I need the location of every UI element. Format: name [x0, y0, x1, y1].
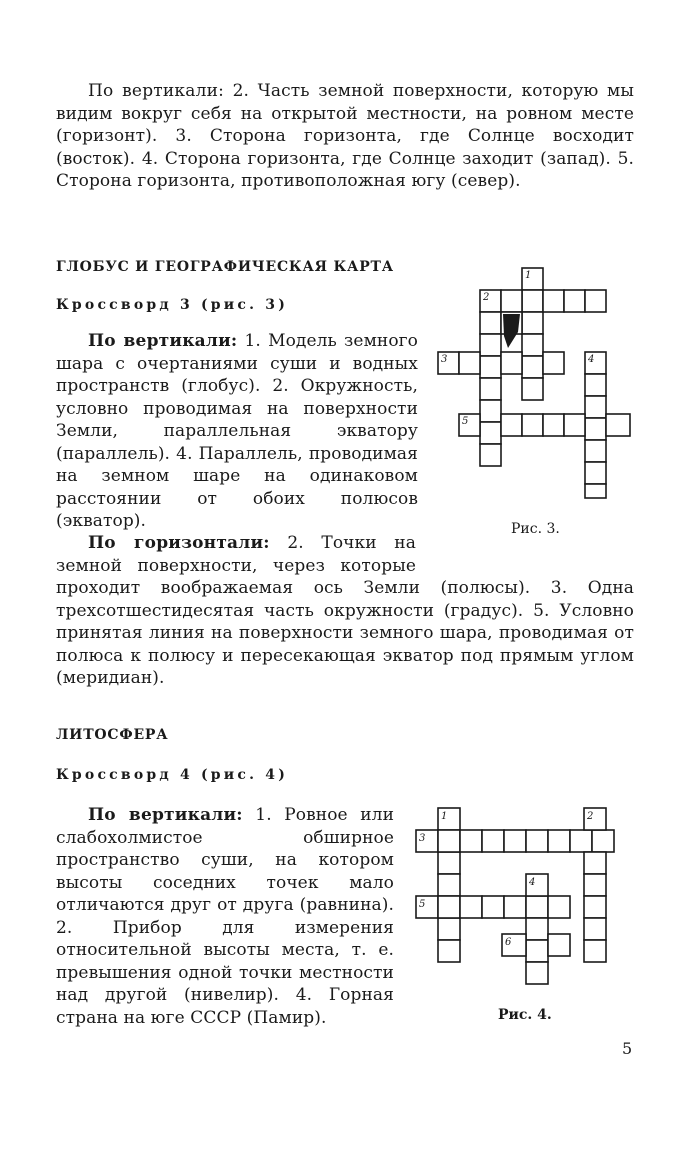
crossword-3-subtitle: Кроссворд 3 (рис. 3): [56, 297, 289, 313]
top-vertical-text: 2. Часть земной поверхности, которую мы видим вокруг себя на открытой местности, на ровном месте (горизонт). 3. Сторона горизонта, где Солнце восходит (восток). 4. Сторона горизонта, где Солнце заходит (запад). 5. Сторона горизонта, противоположная югу (север).: [56, 81, 634, 191]
crossword-4-num-6: 6: [505, 937, 512, 948]
crossword-4-num-1: 1: [441, 811, 448, 822]
crossword-3-num-3: 3: [441, 354, 448, 365]
crossword-3-horizontal-clues: [56, 532, 634, 690]
crossword-3-num-1: 1: [525, 270, 532, 281]
litho-section-title: ЛИТОСФЕРА: [56, 727, 169, 743]
globe-section-title: ГЛОБУС И ГЕОГРАФИЧЕСКАЯ КАРТА: [56, 259, 394, 275]
page-number: 5: [622, 1039, 633, 1058]
crossword-3-vertical-clues: [56, 330, 418, 533]
crossword-4-num-5: 5: [419, 899, 426, 910]
figure-4-caption: Рис. 4.: [498, 1007, 552, 1023]
top-clues-paragraph: [56, 80, 634, 193]
crossword-3-num-2: 2: [483, 292, 490, 303]
figure-3-float-gap: [416, 532, 634, 577]
crossword-4-num-2: 2: [587, 811, 594, 822]
crossword-4-num-4: 4: [529, 877, 536, 888]
crossword-4-vertical-clues: [56, 804, 394, 1029]
crossword-3-num-4: 4: [588, 354, 595, 365]
crossword-4-subtitle: Кроссворд 4 (рис. 4): [56, 767, 289, 783]
crossword-4-num-3: 3: [419, 833, 426, 844]
crossword-3-vertical-label: По вертикали:: [88, 331, 238, 351]
crossword-3-num-5: 5: [462, 416, 469, 427]
crossword-3-horizontal-label: По горизонтали:: [88, 533, 270, 553]
crossword-4-vertical-text: 1. Ровное или слабохолмистое обширное пространство суши, на котором высоты соседних точек мало отличаются друг от друга (равнина). 2. Прибор для измерения относительной высоты места, т. е. превышения одной точки местности над другой (нивелир). 4. Горная страна на юге СССР (Памир).: [56, 805, 394, 1028]
figure-3-caption: Рис. 3.: [511, 521, 560, 537]
crossword-4-grid: [416, 806, 636, 996]
crossword-3-horizontal-text: 2. Точки на земной поверхности, через которые проходит воображаемая ось Земли (полюсы). 3. Одна трехсотшестидесятая часть окружности (градус). 5. Условно принятая линия на поверхности земного шара, проводимая от полюса к полюсу и пересекающая экватор под прямым углом (меридиан).: [56, 533, 634, 688]
crossword-4-vertical-label: По вертикали:: [88, 805, 243, 825]
crossword-3-cells: [438, 268, 630, 498]
crossword-3-grid: [436, 266, 636, 506]
crossword-4-cells: [416, 808, 614, 984]
crossword-3-vertical-text: 1. Модель земного шара с очертаниями суши и водных пространств (глобус). 2. Окружность, условно проводимая на поверхности Земли, параллельная экватору (параллель). 4. Параллель, проводимая на земном шаре на одинаковом расстоянии от обоих полюсов (экватор).: [56, 331, 418, 531]
top-vertical-label: По вертикали:: [88, 81, 225, 101]
